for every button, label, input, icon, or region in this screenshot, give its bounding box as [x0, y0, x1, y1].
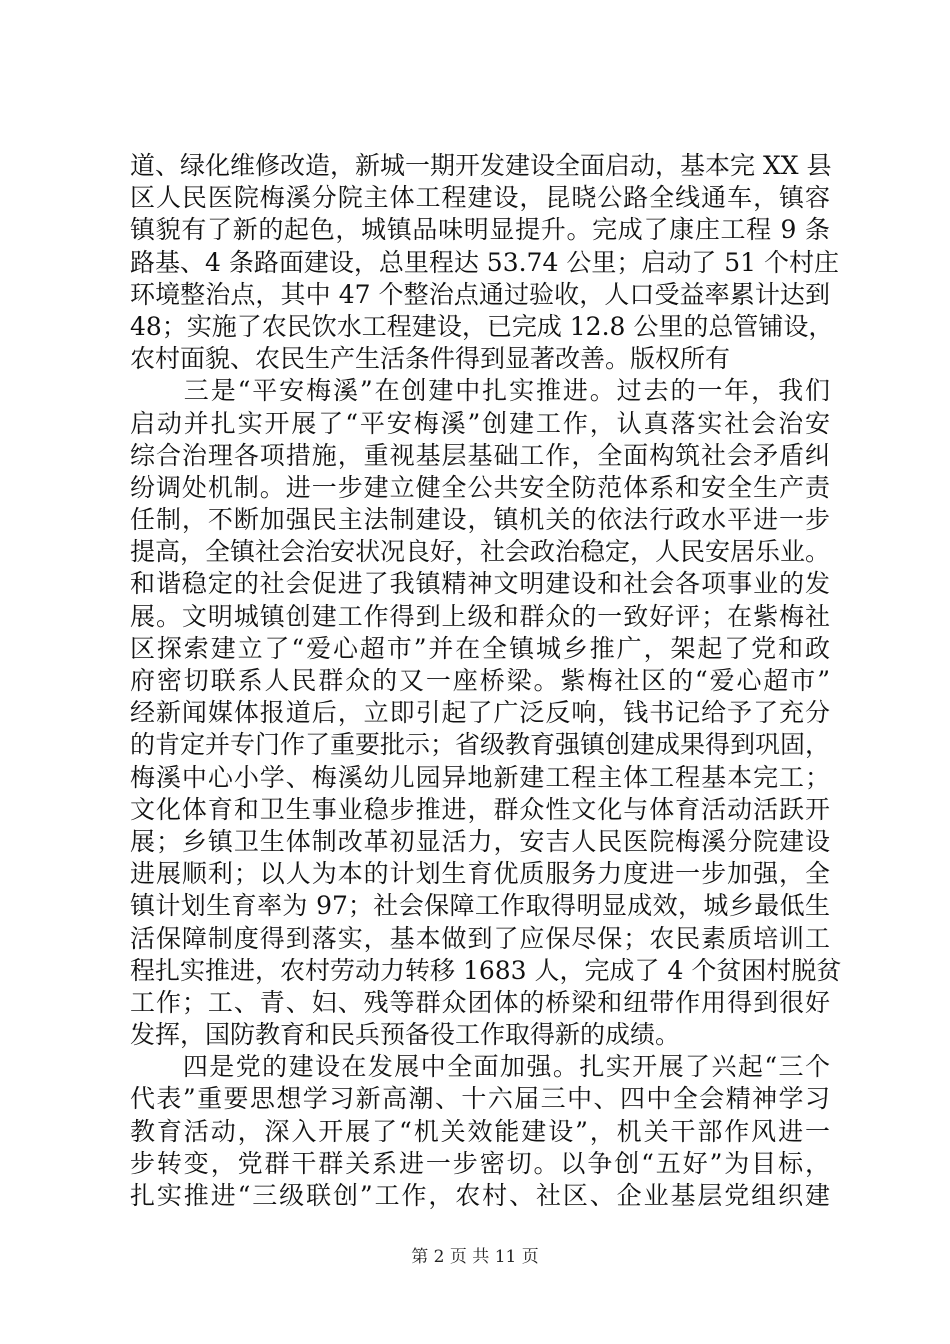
- text-line: 经新闻媒体报道后，立即引起了广泛反响，钱书记给予了充分: [130, 698, 830, 728]
- text-line: 发挥，国防教育和民兵预备役工作取得新的成绩。: [130, 1020, 681, 1050]
- text-line: 展；乡镇卫生体制改革初显活力，安吉人民医院梅溪分院建设: [130, 826, 830, 856]
- text-line: 进展顺利；以人为本的计划生育优质服务力度进一步加强，全: [130, 859, 830, 889]
- text-line: 启动并扎实开展了“平安梅溪”创建工作，认真落实社会治安: [130, 408, 830, 438]
- text-line: 三是“平安梅溪”在创建中扎实推进。过去的一年，我们: [130, 376, 830, 406]
- text-line: 和谐稳定的社会促进了我镇精神文明建设和社会各项事业的发: [130, 569, 830, 599]
- text-line: 区探索建立了“爱心超市”并在全镇城乡推广，架起了党和政: [130, 633, 830, 663]
- text-line: 提高，全镇社会治安状况良好，社会政治稳定，人民安居乐业。: [130, 537, 831, 567]
- text-line: 四是党的建设在发展中全面加强。扎实开展了兴起“三个: [130, 1052, 830, 1082]
- text-line: 活保障制度得到落实，基本做到了应保尽保；农民素质培训工: [130, 923, 830, 953]
- text-line: 文化体育和卫生事业稳步推进，群众性文化与体育活动活跃开: [130, 794, 830, 824]
- text-line: 工作；工、青、妇、残等群众团体的桥梁和纽带作用得到很好: [130, 987, 830, 1017]
- text-line: 农村面貌、农民生产生活条件得到显著改善。版权所有: [130, 344, 731, 374]
- text-line: 扎实推进“三级联创”工作，农村、社区、企业基层党组织建: [130, 1181, 830, 1210]
- text-line: 步转变，党群干群关系进一步密切。以争创“五好”为目标，: [130, 1148, 830, 1178]
- text-line: 任制，不断加强民主法制建设，镇机关的依法行政水平进一步: [130, 505, 830, 535]
- text-line: 的肯定并专门作了重要批示；省级教育强镇创建成果得到巩固，: [130, 730, 831, 760]
- text-line: 区人民医院梅溪分院主体工程建设，昆晓公路全线通车，镇容: [130, 183, 830, 213]
- text-line: 教育活动，深入开展了“机关效能建设”，机关干部作风进一: [130, 1116, 830, 1146]
- text-line: 代表”重要思想学习新高潮、十六届三中、四中全会精神学习: [130, 1084, 830, 1114]
- text-line: 程扎实推进，农村劳动力转移 1683 人，完成了 4 个贫困村脱贫: [130, 955, 842, 985]
- text-line: 镇计划生育率为 97；社会保障工作取得明显成效，城乡最低生: [130, 891, 830, 921]
- body-text: [130, 150, 842, 1212]
- text-line: 道、绿化维修改造，新城一期开发建设全面启动，基本完 XX 县: [130, 151, 832, 180]
- text-line: 48；实施了农民饮水工程建设，已完成 12.8 公里的总管铺设，: [130, 311, 834, 341]
- text-line: 综合治理各项措施，重视基层基础工作，全面构筑社会矛盾纠: [130, 440, 830, 470]
- text-line: 展。文明城镇创建工作得到上级和群众的一致好评；在紫梅社: [130, 601, 830, 631]
- text-line: 梅溪中心小学、梅溪幼儿园异地新建工程主体工程基本完工；: [130, 762, 830, 792]
- page-footer: 第 2 页 共 11 页: [411, 1247, 539, 1267]
- text-line: 环境整治点，其中 47 个整治点通过验收，人口受益率累计达到: [130, 279, 830, 309]
- text-line: 路基、4 条路面建设，总里程达 53.74 公里；启动了 51 个村庄: [130, 247, 840, 277]
- text-line: 府密切联系人民群众的又一座桥梁。紫梅社区的“爱心超市”: [130, 666, 830, 695]
- text-line: 镇貌有了新的起色，城镇品味明显提升。完成了康庄工程 9 条: [130, 215, 830, 245]
- text-line: 纷调处机制。进一步建立健全公共安全防范体系和安全生产责: [130, 472, 830, 502]
